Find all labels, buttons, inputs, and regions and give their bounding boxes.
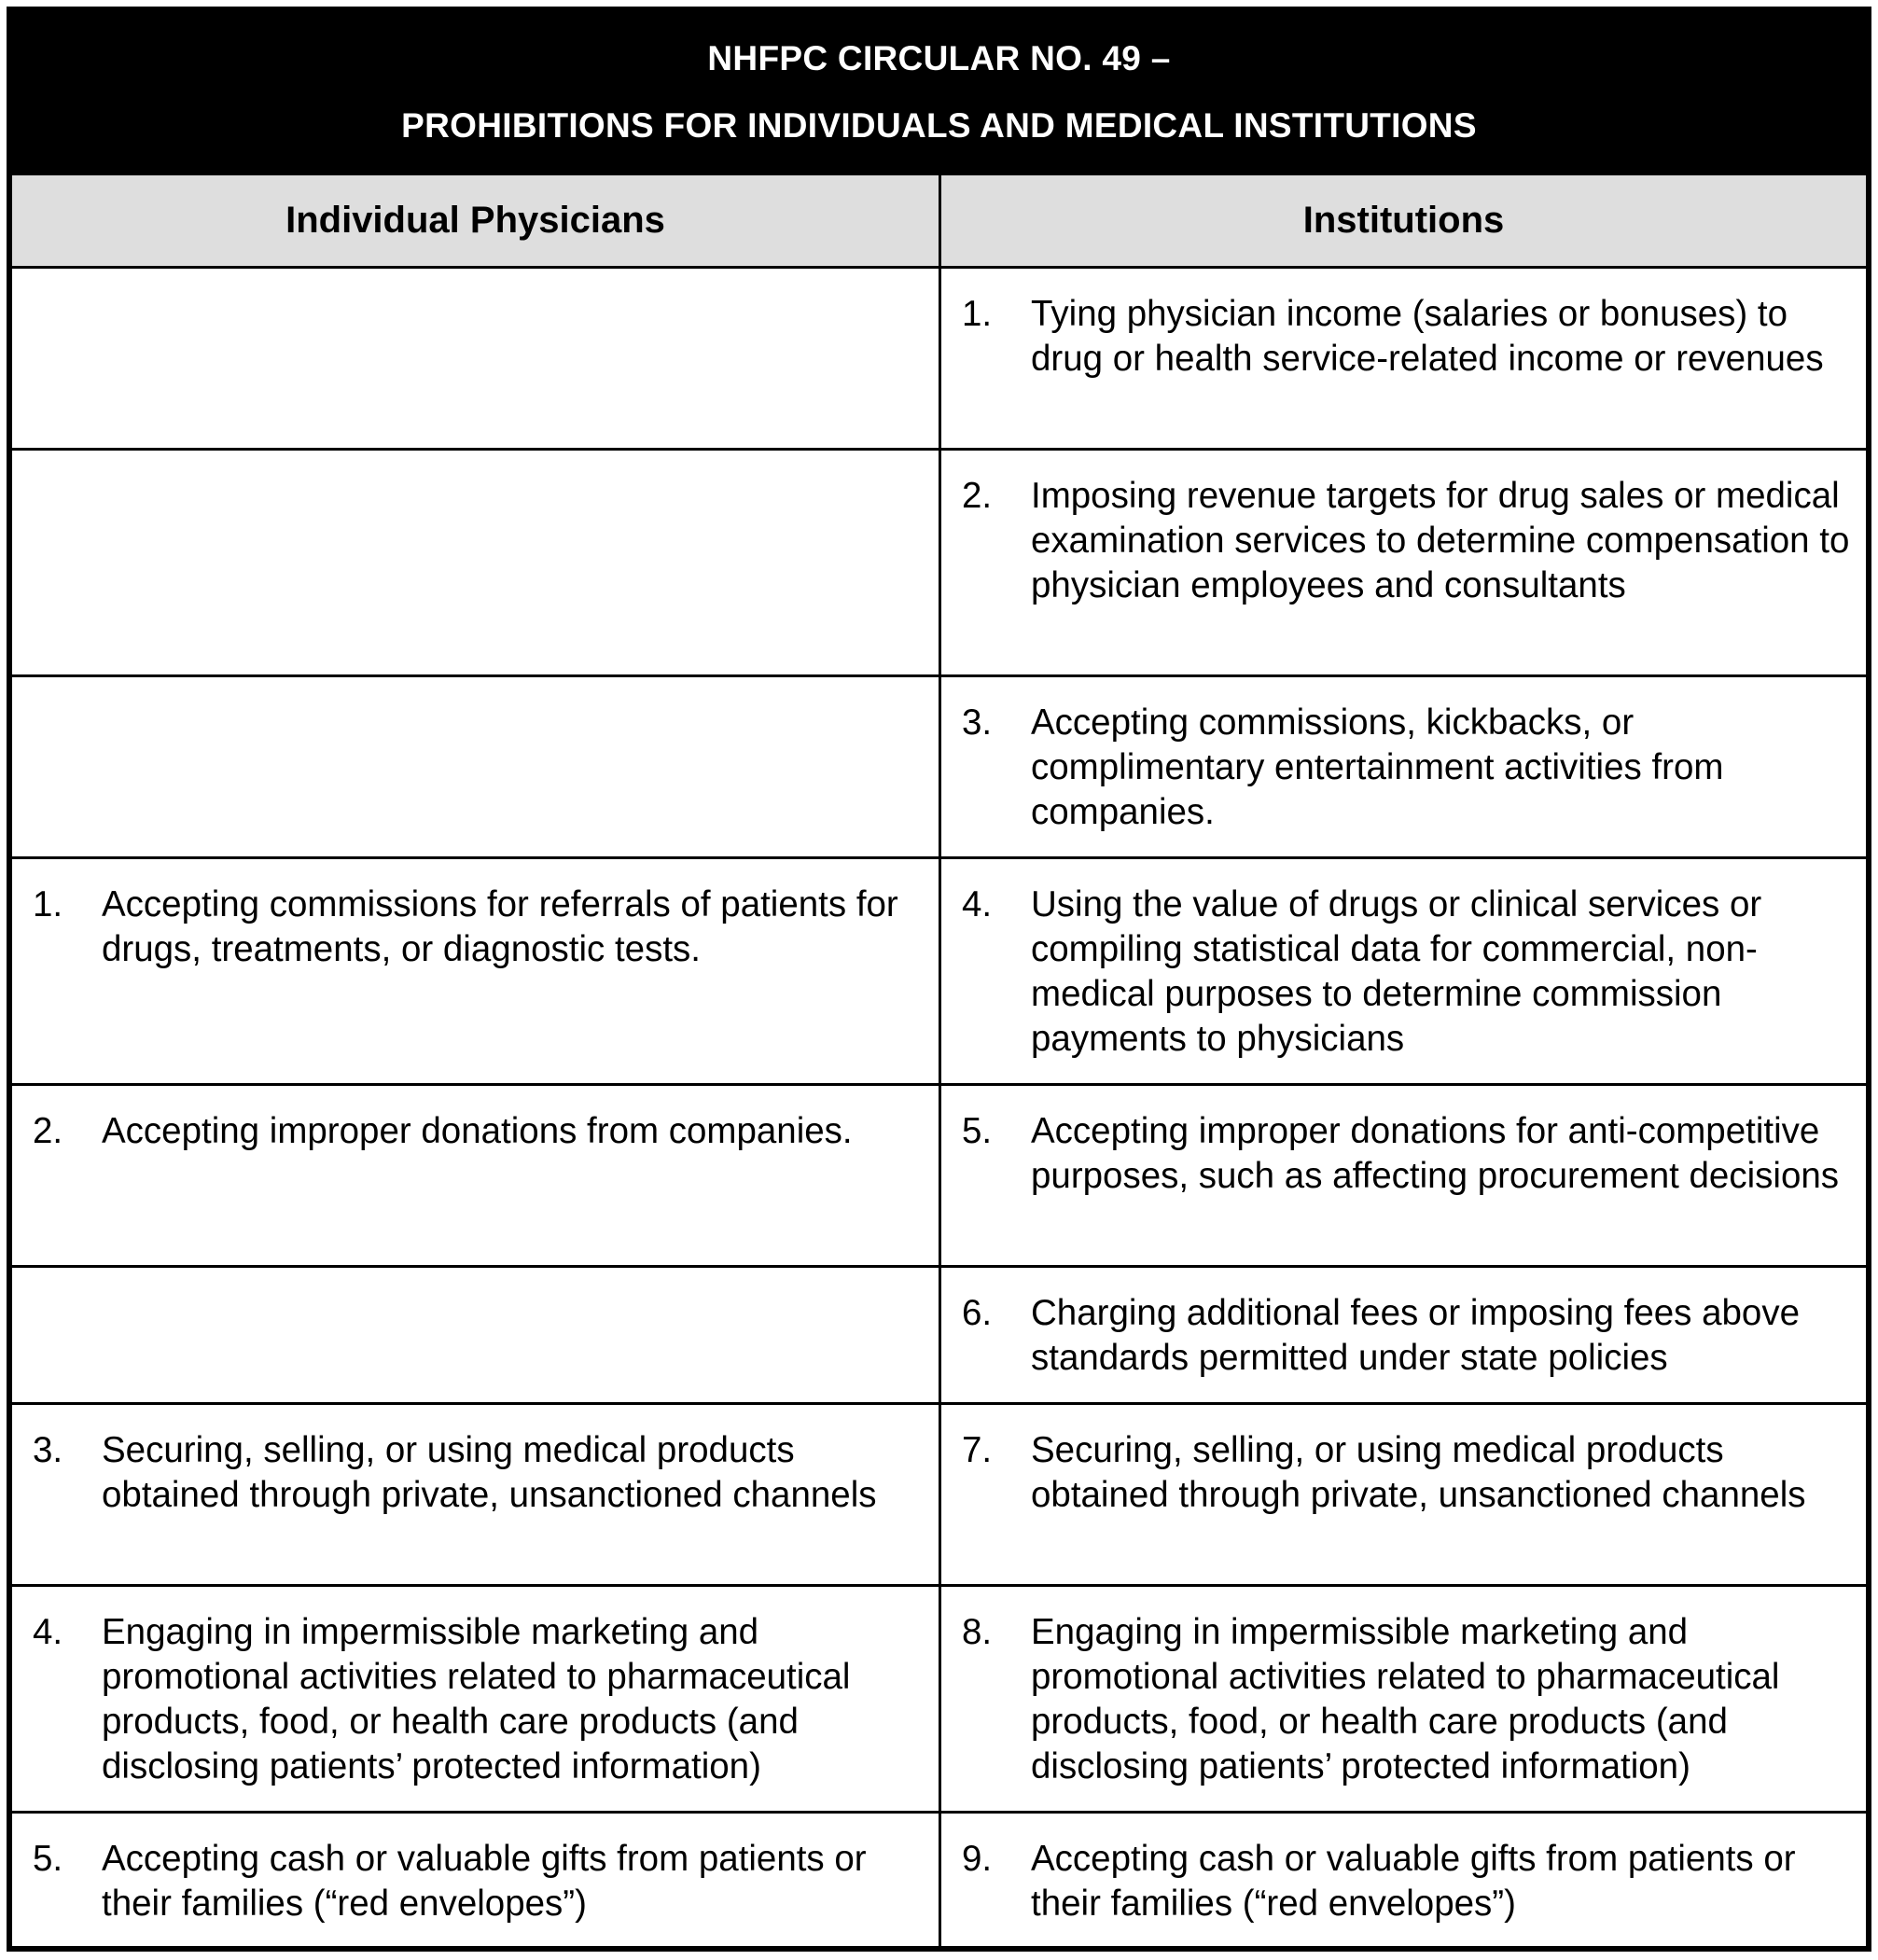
list-item	[941, 1086, 1866, 1199]
institution-cell	[940, 450, 1868, 676]
table-row	[11, 1586, 1868, 1813]
item-number: 2.	[962, 476, 993, 516]
list-item	[12, 1405, 939, 1518]
list-item	[12, 859, 939, 972]
prohibitions-grid	[9, 9, 1869, 1949]
institution-cell	[940, 1404, 1868, 1586]
institution-cell	[940, 1267, 1868, 1404]
physician-cell	[11, 1404, 940, 1586]
table-row	[11, 1085, 1868, 1267]
list-item	[941, 1405, 1866, 1518]
table-title	[11, 11, 1868, 174]
item-number: 4.	[962, 884, 993, 924]
institution-cell	[940, 676, 1868, 858]
item-text: Accepting cash or valuable gifts from patients or their families (“red envelopes”)	[102, 1839, 867, 1924]
table-title-line-2: PROHIBITIONS FOR INDIVIDUALS AND MEDICAL INSTITUTIONS	[401, 106, 1477, 145]
item-number: 3.	[962, 702, 993, 743]
item-text: Engaging in impermissible marketing and promotional activities related to pharmaceutical products, food, or health care products (and disclosing patients’ protected information)	[1031, 1612, 1780, 1786]
item-number: 1.	[33, 884, 63, 924]
table-title-row	[11, 11, 1868, 174]
list-item	[12, 1587, 939, 1789]
table-row	[11, 1267, 1868, 1404]
item-number: 6.	[962, 1293, 993, 1333]
table-row	[11, 450, 1868, 676]
item-text: Accepting commissions for referrals of patients for drugs, treatments, or diagnostic tests.	[102, 884, 898, 969]
institution-cell	[940, 1085, 1868, 1267]
item-number: 5.	[33, 1839, 63, 1879]
item-number: 5.	[962, 1111, 993, 1151]
item-number: 1.	[962, 294, 993, 334]
column-header-individual-physicians: Individual Physicians	[11, 174, 940, 268]
item-number: 8.	[962, 1612, 993, 1652]
list-item	[941, 1268, 1866, 1381]
column-header-institutions: Institutions	[940, 174, 1868, 268]
item-number: 4.	[33, 1612, 63, 1652]
list-item	[941, 1814, 1866, 1926]
list-item	[941, 1587, 1866, 1789]
table-title-line-1: NHFPC CIRCULAR NO. 49 –	[707, 39, 1171, 77]
item-text: Accepting improper donations for anti-competitive purposes, such as affecting procurement decisions	[1031, 1111, 1840, 1196]
item-text: Tying physician income (salaries or bonuses) to drug or health service-related income or revenues	[1031, 294, 1824, 379]
column-header-row	[11, 174, 1868, 268]
physician-cell	[11, 1813, 940, 1948]
item-text: Securing, selling, or using medical products obtained through private, unsanctioned channels	[1031, 1430, 1806, 1515]
list-item	[941, 859, 1866, 1062]
list-item	[941, 677, 1866, 835]
table-row	[11, 1813, 1868, 1948]
institution-cell	[940, 1586, 1868, 1813]
table-row	[11, 1404, 1868, 1586]
table-row	[11, 858, 1868, 1085]
physician-cell	[11, 858, 940, 1085]
physician-cell-empty	[11, 268, 940, 450]
physician-cell	[11, 1085, 940, 1267]
item-text: Engaging in impermissible marketing and promotional activities related to pharmaceutical products, food, or health care products (and disclosing patients’ protected information)	[102, 1612, 851, 1786]
institution-cell	[940, 268, 1868, 450]
institution-cell	[940, 1813, 1868, 1948]
list-item	[941, 451, 1866, 608]
item-number: 7.	[962, 1430, 993, 1470]
item-text: Charging additional fees or imposing fees above standards permitted under state policies	[1031, 1293, 1800, 1378]
item-text: Accepting cash or valuable gifts from patients or their families (“red envelopes”)	[1031, 1839, 1796, 1924]
physician-cell-empty	[11, 1267, 940, 1404]
physician-cell-empty	[11, 676, 940, 858]
physician-cell-empty	[11, 450, 940, 676]
item-number: 2.	[33, 1111, 63, 1151]
list-item	[12, 1086, 939, 1154]
table-row	[11, 676, 1868, 858]
list-item	[12, 1814, 939, 1926]
item-text: Imposing revenue targets for drug sales or medical examination services to determine compensation to physician employees and consultants	[1031, 476, 1850, 605]
item-number: 9.	[962, 1839, 993, 1879]
table-row	[11, 268, 1868, 450]
item-text: Securing, selling, or using medical products obtained through private, unsanctioned channels	[102, 1430, 877, 1515]
list-item	[941, 269, 1866, 382]
physician-cell	[11, 1586, 940, 1813]
prohibitions-table	[7, 7, 1871, 1952]
item-number: 3.	[33, 1430, 63, 1470]
institution-cell	[940, 858, 1868, 1085]
item-text: Accepting improper donations from companies.	[102, 1111, 853, 1151]
item-text: Accepting commissions, kickbacks, or complimentary entertainment activities from companies.	[1031, 702, 1724, 832]
item-text: Using the value of drugs or clinical services or compiling statistical data for commercial, non-medical purposes to determine commission payments to physicians	[1031, 884, 1762, 1059]
